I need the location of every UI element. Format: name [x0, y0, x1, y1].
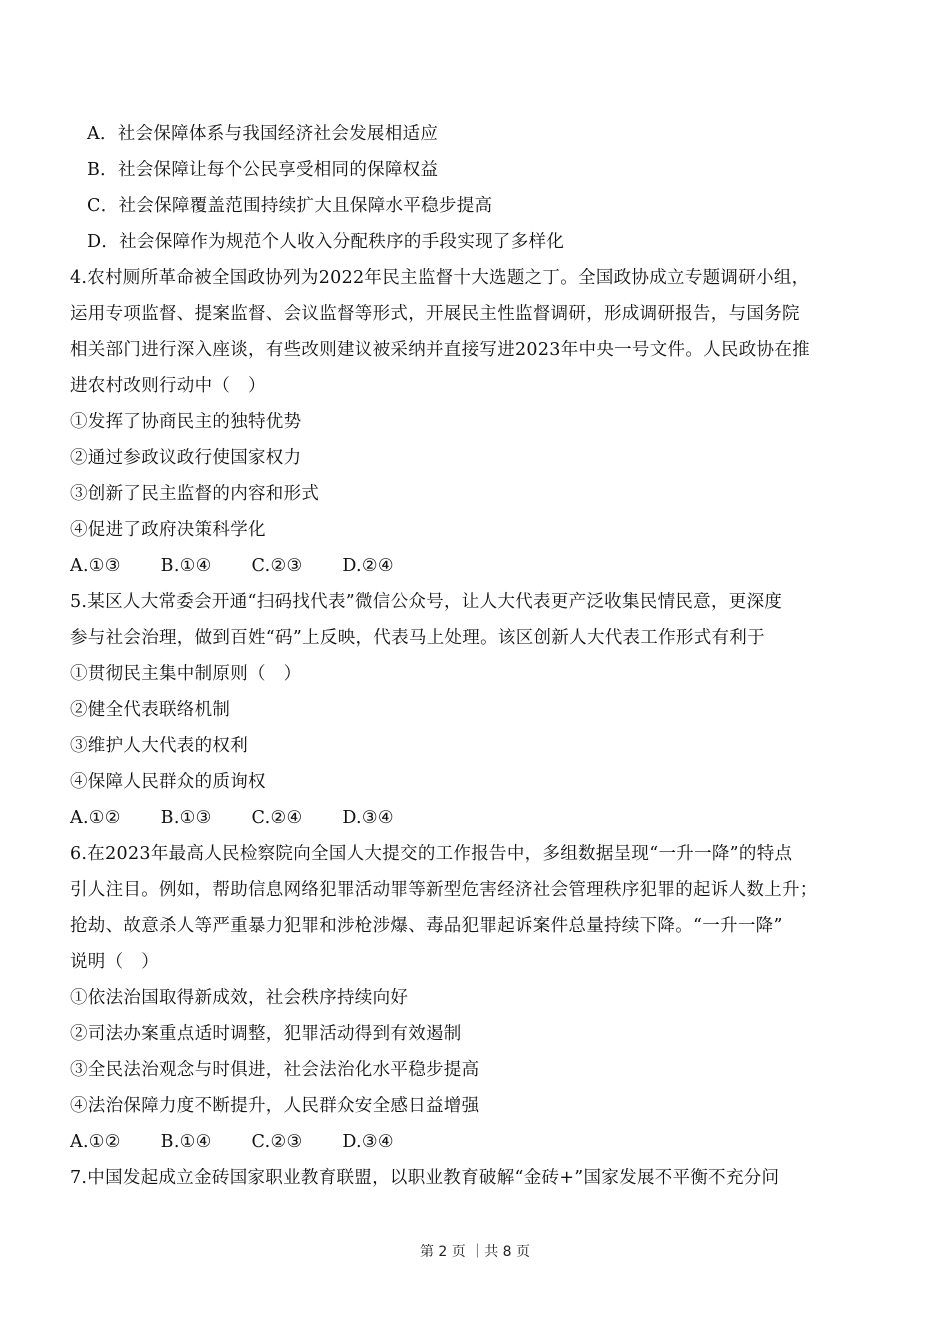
q6-statement-2: ②司法办案重点适时调整，犯罪活动得到有效遏制 [70, 1024, 462, 1044]
q5-statement-2: ②健全代表联络机制 [70, 700, 231, 720]
q4-stem-line: 运用专项监督、提案监督、会议监督等形式，开展民主性监督调研，形成调研报告，与国务院 [70, 304, 800, 324]
q4-statement-3: ③创新了民主监督的内容和形式 [70, 484, 320, 504]
q5-statement-4: ④保障人民群众的质询权 [70, 772, 266, 792]
q6-statement-4: ④法治保障力度不断提升，人民群众安全感日益增强 [70, 1096, 480, 1116]
q5-choice-c: C.②④ [251, 808, 303, 828]
q3-option-b: B．社会保障让每个公民享受相同的保障权益 [87, 160, 439, 180]
q6-choice-c: C.②③ [251, 1132, 303, 1152]
q4-choice-a: A.①③ [70, 556, 121, 576]
q4-choices [70, 548, 880, 584]
q6-stem-line: 抢劫、故意杀人等严重暴力犯罪和涉枪涉爆、毒品犯罪起诉案件总量持续下降。“一升一降” [70, 916, 783, 936]
q4-statement-2: ②通过参政议政行使国家权力 [70, 448, 302, 468]
q5-choice-d: D.③④ [342, 808, 394, 828]
q6-stem-line: 说明（ ） [70, 952, 159, 972]
question-7 [70, 1160, 880, 1196]
q4-stem-line: 进农村改则行动中（ ） [70, 376, 266, 396]
q7-stem-line: 7.中国发起成立金砖国家职业教育联盟，以职业教育破解“金砖+”国家发展不平衡不充分问 [70, 1168, 780, 1188]
question-6 [70, 836, 880, 1160]
q5-choices [70, 800, 880, 836]
q5-choice-b: B.①③ [160, 808, 212, 828]
q6-choice-d: D.③④ [342, 1132, 394, 1152]
q5-statement-1: ①贯彻民主集中制原则（ ） [70, 664, 302, 684]
question-5 [70, 584, 880, 836]
q4-stem-line: 4.农村厕所革命被全国政协列为2022年民主监督十大选题之丁。全国政协成立专题调研小组， [70, 268, 810, 288]
q6-statement-3: ③全民法治观念与时俱进，社会法治化水平稳步提高 [70, 1060, 480, 1080]
q5-choice-a: A.①② [70, 808, 121, 828]
q3-option-a: A．社会保障体系与我国经济社会发展相适应 [87, 124, 439, 144]
page-footer: 第 2 页 ｜共 8 页 [419, 1244, 531, 1260]
q3-option-d: D．社会保障作为规范个人收入分配秩序的手段实现了多样化 [87, 232, 565, 252]
q6-statement-1: ①依法治国取得新成效，社会秩序持续向好 [70, 988, 409, 1008]
q4-choice-d: D.②④ [342, 556, 394, 576]
question-3-options [70, 116, 880, 260]
q6-choice-a: A.①② [70, 1132, 121, 1152]
q5-statement-3: ③维护人大代表的权利 [70, 736, 248, 756]
q4-statement-4: ④促进了政府决策科学化 [70, 520, 266, 540]
q5-stem-line: 参与社会治理，做到百姓“码”上反映，代表马上处理。该区创新人大代表工作形式有利于 [70, 628, 765, 648]
question-4 [70, 260, 880, 584]
q5-stem-line: 5.某区人大常委会开通“扫码找代表”微信公众号，让人大代表更产泛收集民情民意，更深度 [70, 592, 783, 612]
q4-choice-c: C.②③ [251, 556, 303, 576]
q4-statement-1: ①发挥了协商民主的独特优势 [70, 412, 302, 432]
q6-choice-b: B.①④ [160, 1132, 212, 1152]
q4-stem-line: 相关部门进行深入座谈，有些改则建议被采纳并直接写进2023年中央一号文件。人民政协在推 [70, 340, 810, 360]
q6-stem-line: 引人注目。例如，帮助信息网络犯罪活动罪等新型危害经济社会管理秩序犯罪的起诉人数上升； [70, 880, 818, 900]
q4-choice-b: B.①④ [160, 556, 212, 576]
page-content [70, 116, 880, 1196]
q6-choices [70, 1124, 880, 1160]
q3-option-c: C．社会保障覆盖范围持续扩大且保障水平稳步提高 [87, 196, 493, 216]
q6-stem-line: 6.在2023年最高人民检察院向全国人大提交的工作报告中，多组数据呈现“一升一降”的特点 [70, 844, 793, 864]
